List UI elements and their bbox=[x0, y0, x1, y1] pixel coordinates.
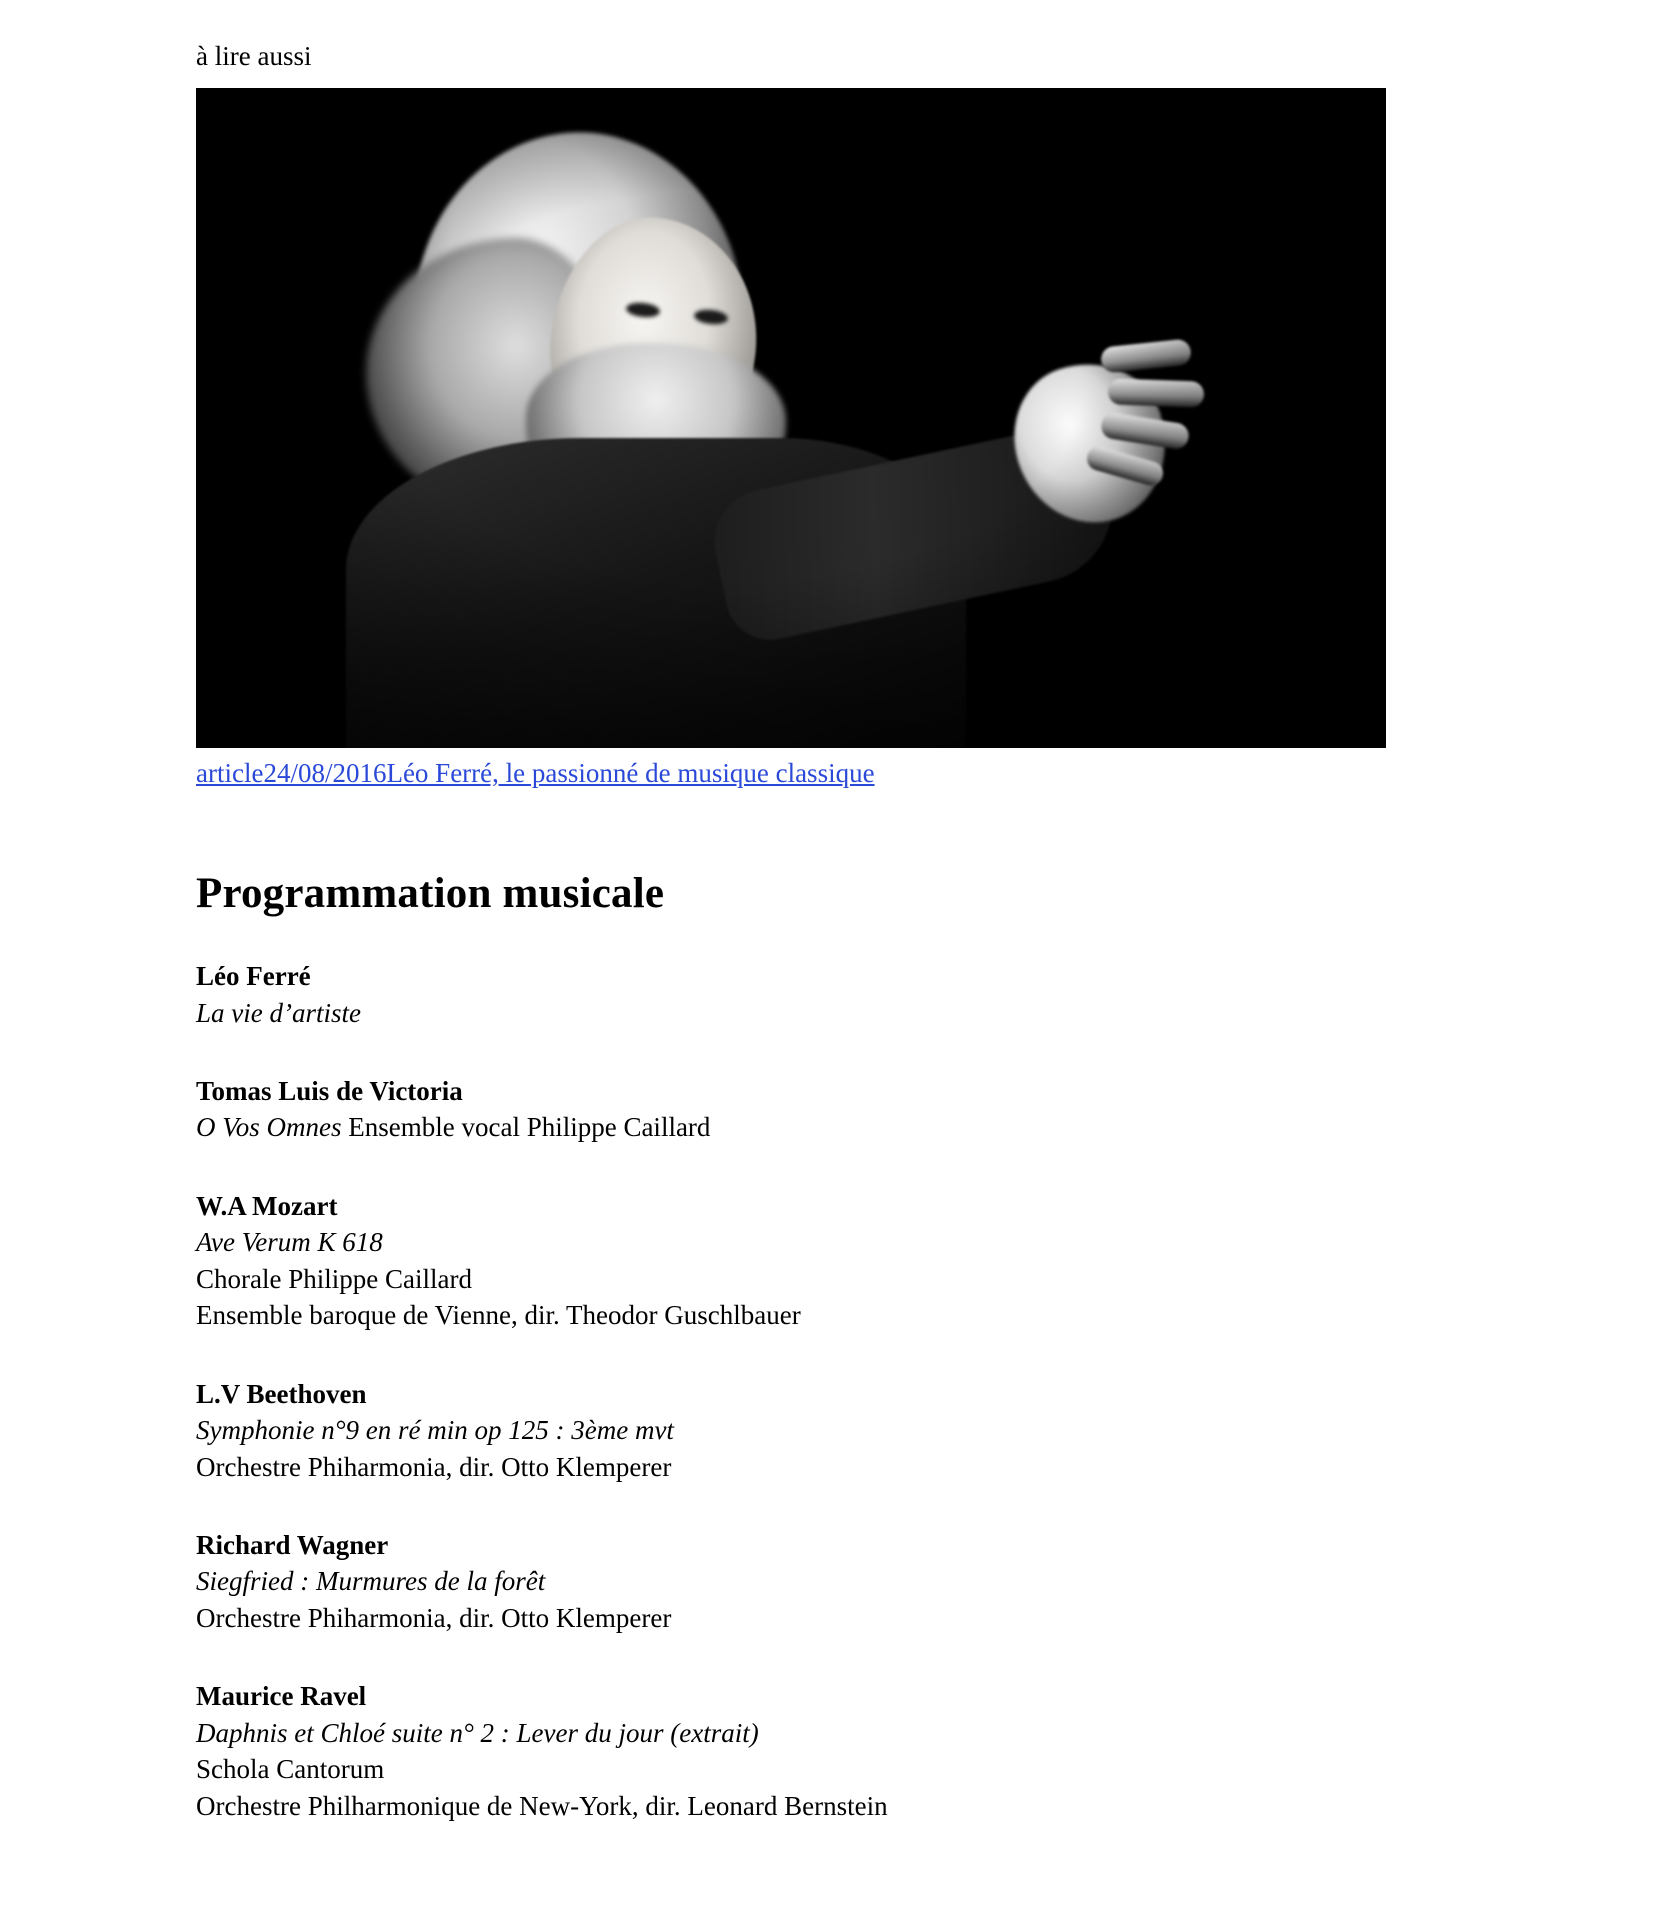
programme-line bbox=[196, 1449, 1386, 1485]
work-title: Siegfried : Murmures de la forêt bbox=[196, 1566, 546, 1597]
work-title: Daphnis et Chloé suite n° 2 : Lever du jour (extrait) bbox=[196, 1717, 759, 1748]
performer-info: Orchestre Phiharmonia, dir. Otto Klemperer bbox=[196, 1451, 672, 1482]
work-title: O Vos Omnes bbox=[196, 1112, 342, 1143]
programme-line bbox=[196, 995, 1386, 1031]
programme-line bbox=[196, 1412, 1386, 1448]
composer-name: Léo Ferré bbox=[196, 961, 311, 992]
programme-line bbox=[196, 1261, 1386, 1297]
work-title: La vie d’artiste bbox=[196, 997, 361, 1028]
composer-name: W.A Mozart bbox=[196, 1190, 338, 1221]
composer-name: Richard Wagner bbox=[196, 1529, 389, 1560]
work-title: Symphonie n°9 en ré min op 125 : 3ème mvt bbox=[196, 1415, 674, 1446]
photo-caption bbox=[196, 757, 1386, 791]
work-title: Ave Verum K 618 bbox=[196, 1227, 383, 1258]
programme-line bbox=[196, 1297, 1386, 1333]
page-title: Programmation musicale bbox=[196, 870, 665, 918]
performer-info: Ensemble baroque de Vienne, dir. Theodor Guschlbauer bbox=[196, 1300, 801, 1331]
programme-list bbox=[196, 958, 1386, 1824]
article-content bbox=[196, 40, 1386, 1824]
performer-info: Schola Cantorum bbox=[196, 1754, 385, 1785]
programme-line bbox=[196, 1715, 1386, 1751]
article-photo bbox=[196, 88, 1386, 748]
programme-line bbox=[196, 1788, 1386, 1824]
programme-entry bbox=[196, 1678, 1386, 1824]
programme-entry bbox=[196, 1527, 1386, 1636]
performer-info: Orchestre Philharmonique de New-York, dir. Leonard Bernstein bbox=[196, 1790, 888, 1821]
programme-entry bbox=[196, 1073, 1386, 1146]
programme-line bbox=[196, 1563, 1386, 1599]
composer-name: Maurice Ravel bbox=[196, 1681, 367, 1712]
programme-line bbox=[196, 1751, 1386, 1787]
composer-name: L.V Beethoven bbox=[196, 1378, 367, 1409]
programme-entry bbox=[196, 1188, 1386, 1334]
performer-info: Chorale Philippe Caillard bbox=[196, 1263, 472, 1294]
programme-line bbox=[196, 1109, 1386, 1145]
photo-canvas bbox=[196, 88, 1386, 748]
performer-info: Ensemble vocal Philippe Caillard bbox=[341, 1112, 711, 1143]
related-article-link[interactable]: article24/08/2016Léo Ferré, le passionné de musique classique bbox=[196, 758, 875, 789]
also-read-label: à lire aussi bbox=[196, 41, 312, 71]
programme-entry bbox=[196, 958, 1386, 1031]
composer-name: Tomas Luis de Victoria bbox=[196, 1076, 463, 1107]
programme-entry bbox=[196, 1376, 1386, 1485]
programme-line bbox=[196, 1224, 1386, 1260]
programme-line bbox=[196, 1600, 1386, 1636]
photo-vignette bbox=[196, 88, 1386, 748]
performer-info: Orchestre Phiharmonia, dir. Otto Klemperer bbox=[196, 1602, 672, 1633]
